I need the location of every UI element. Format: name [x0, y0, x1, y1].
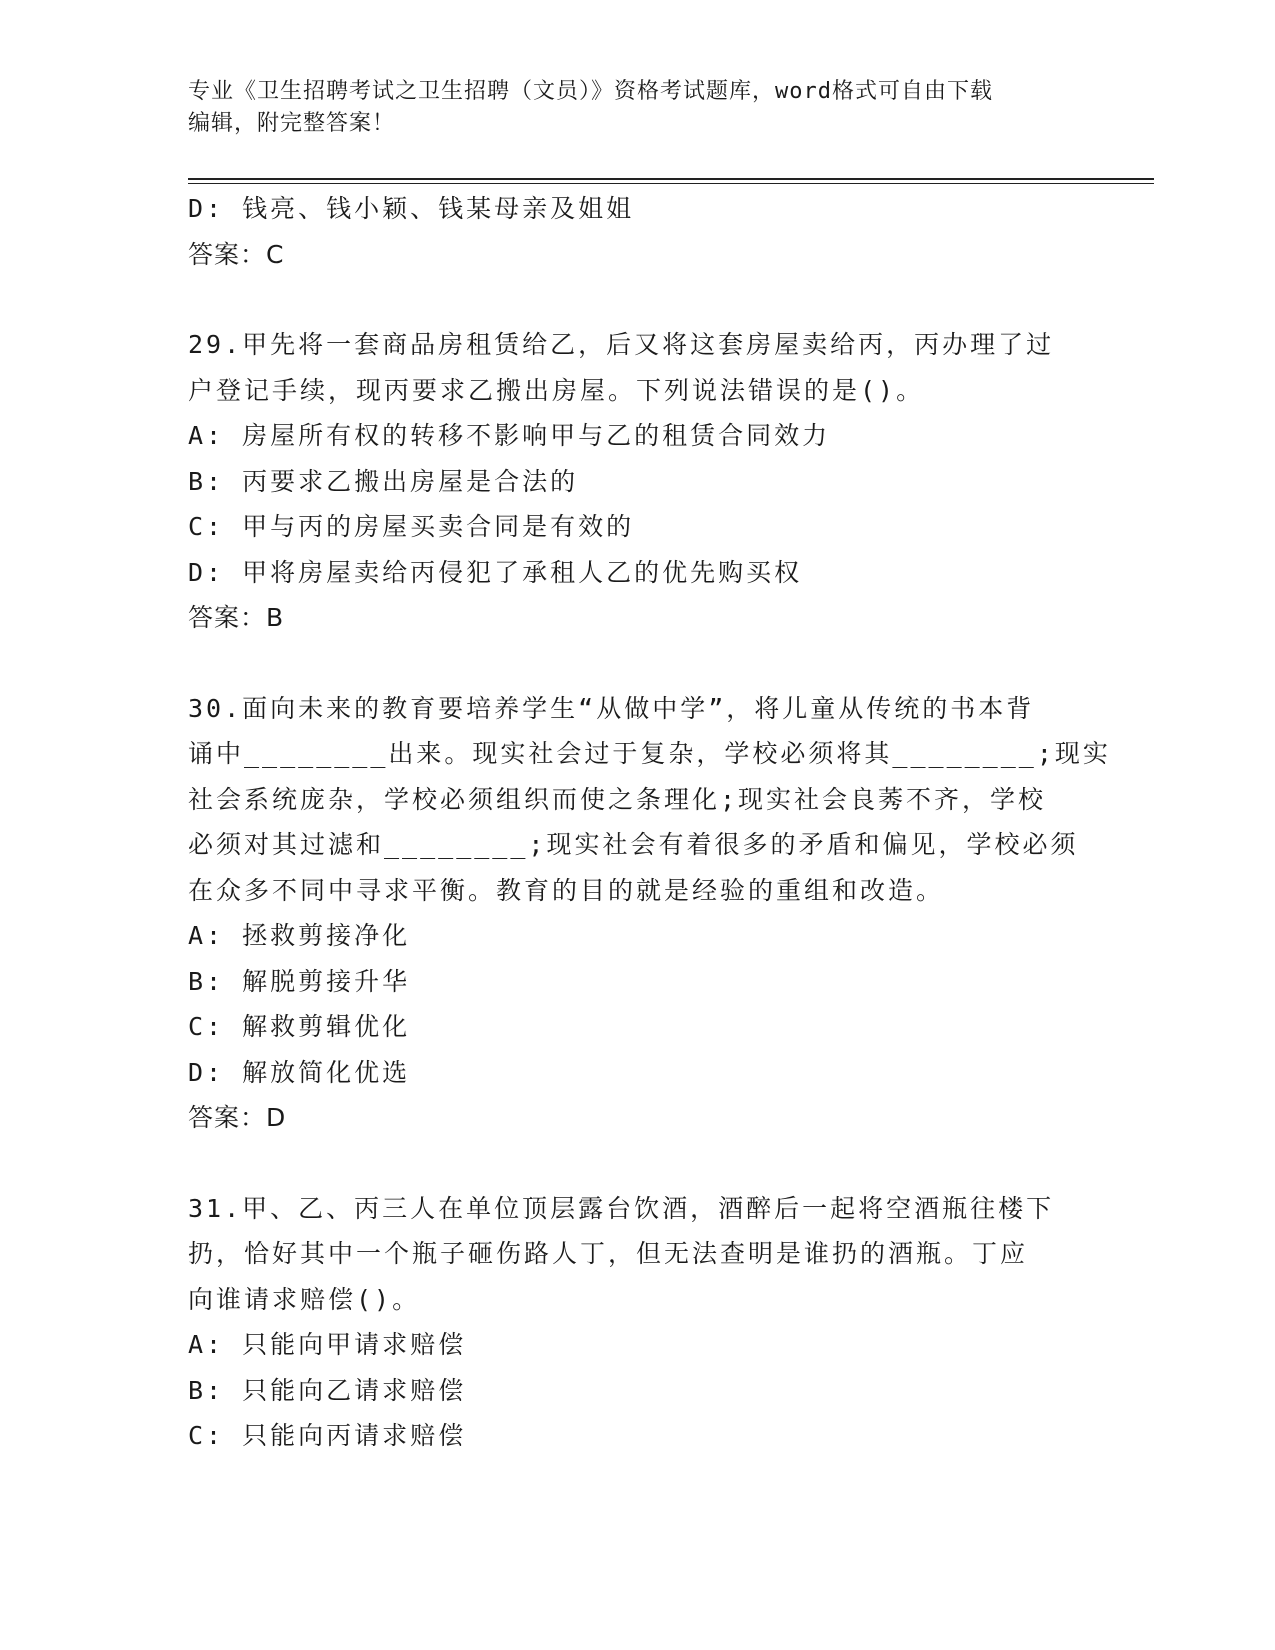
option-d: D: 钱亮、钱小颖、钱某母亲及姐姐	[188, 194, 635, 223]
question-stem-line: 户登记手续，现丙要求乙搬出房屋。下列说法错误的是()。	[188, 375, 925, 405]
question-stem-line: 31.甲、乙、丙三人在单位顶层露台饮酒，酒醉后一起将空酒瓶往楼下	[188, 1193, 1055, 1223]
option-c: C: 只能向丙请求赔偿	[188, 1421, 467, 1450]
answer-line: 答案：B	[188, 603, 285, 632]
header-line-2: 编辑，附完整答案！	[188, 111, 396, 136]
option-b: B: 解脱剪接升华	[188, 966, 411, 996]
option-d: D: 解放简化优选	[188, 1057, 411, 1087]
spacer	[188, 1141, 1088, 1186]
question-stem-line: 诵中________出来。现实社会过于复杂，学校必须将其________;现实	[188, 739, 1111, 768]
question-29	[188, 322, 1088, 641]
option-b: B: 丙要求乙搬出房屋是合法的	[188, 466, 579, 496]
option-d: D: 甲将房屋卖给丙侵犯了承租人乙的优先购买权	[188, 557, 803, 587]
answer-line: 答案：C	[188, 239, 285, 269]
header-line-1: 专业《卫生招聘考试之卫生招聘（文员）》资格考试题库，word格式可自由下载	[188, 79, 993, 104]
option-b: B: 只能向乙请求赔偿	[188, 1375, 467, 1405]
option-a: A: 房屋所有权的转移不影响甲与乙的租赁合同效力	[188, 421, 831, 450]
question-stem-line: 29.甲先将一套商品房租赁给乙，后又将这套房屋卖给丙，丙办理了过	[188, 330, 1055, 359]
question-content	[188, 186, 1111, 1459]
previous-question-tail	[188, 186, 1088, 277]
question-30	[188, 686, 1111, 1141]
question-stem-line: 必须对其过滤和________;现实社会有着很多的矛盾和偏见，学校必须	[188, 830, 1079, 859]
spacer	[188, 641, 1088, 686]
header-divider-thick	[188, 178, 1154, 180]
question-stem-line: 扔，恰好其中一个瓶子砸伤路人丁，但无法查明是谁扔的酒瓶。丁应	[188, 1239, 1029, 1268]
question-stem-line: 在众多不同中寻求平衡。教育的目的就是经验的重组和改造。	[188, 875, 945, 905]
answer-line: 答案：D	[188, 1103, 287, 1132]
spacer	[188, 277, 1088, 322]
question-stem-line: 30.面向未来的教育要培养学生“从做中学”，将儿童从传统的书本背	[188, 693, 1035, 723]
option-a: A: 拯救剪接净化	[188, 921, 411, 950]
question-stem-line: 社会系统庞杂，学校必须组织而使之条理化;现实社会良莠不齐，学校	[188, 784, 1047, 814]
option-a: A: 只能向甲请求赔偿	[188, 1330, 467, 1359]
option-c: C: 甲与丙的房屋买卖合同是有效的	[188, 512, 635, 541]
page-header	[188, 76, 1068, 140]
question-stem-line: 向谁请求赔偿()。	[188, 1284, 421, 1314]
header-divider-thin	[188, 183, 1154, 184]
option-c: C: 解救剪辑优化	[188, 1012, 411, 1041]
question-31	[188, 1186, 1088, 1459]
